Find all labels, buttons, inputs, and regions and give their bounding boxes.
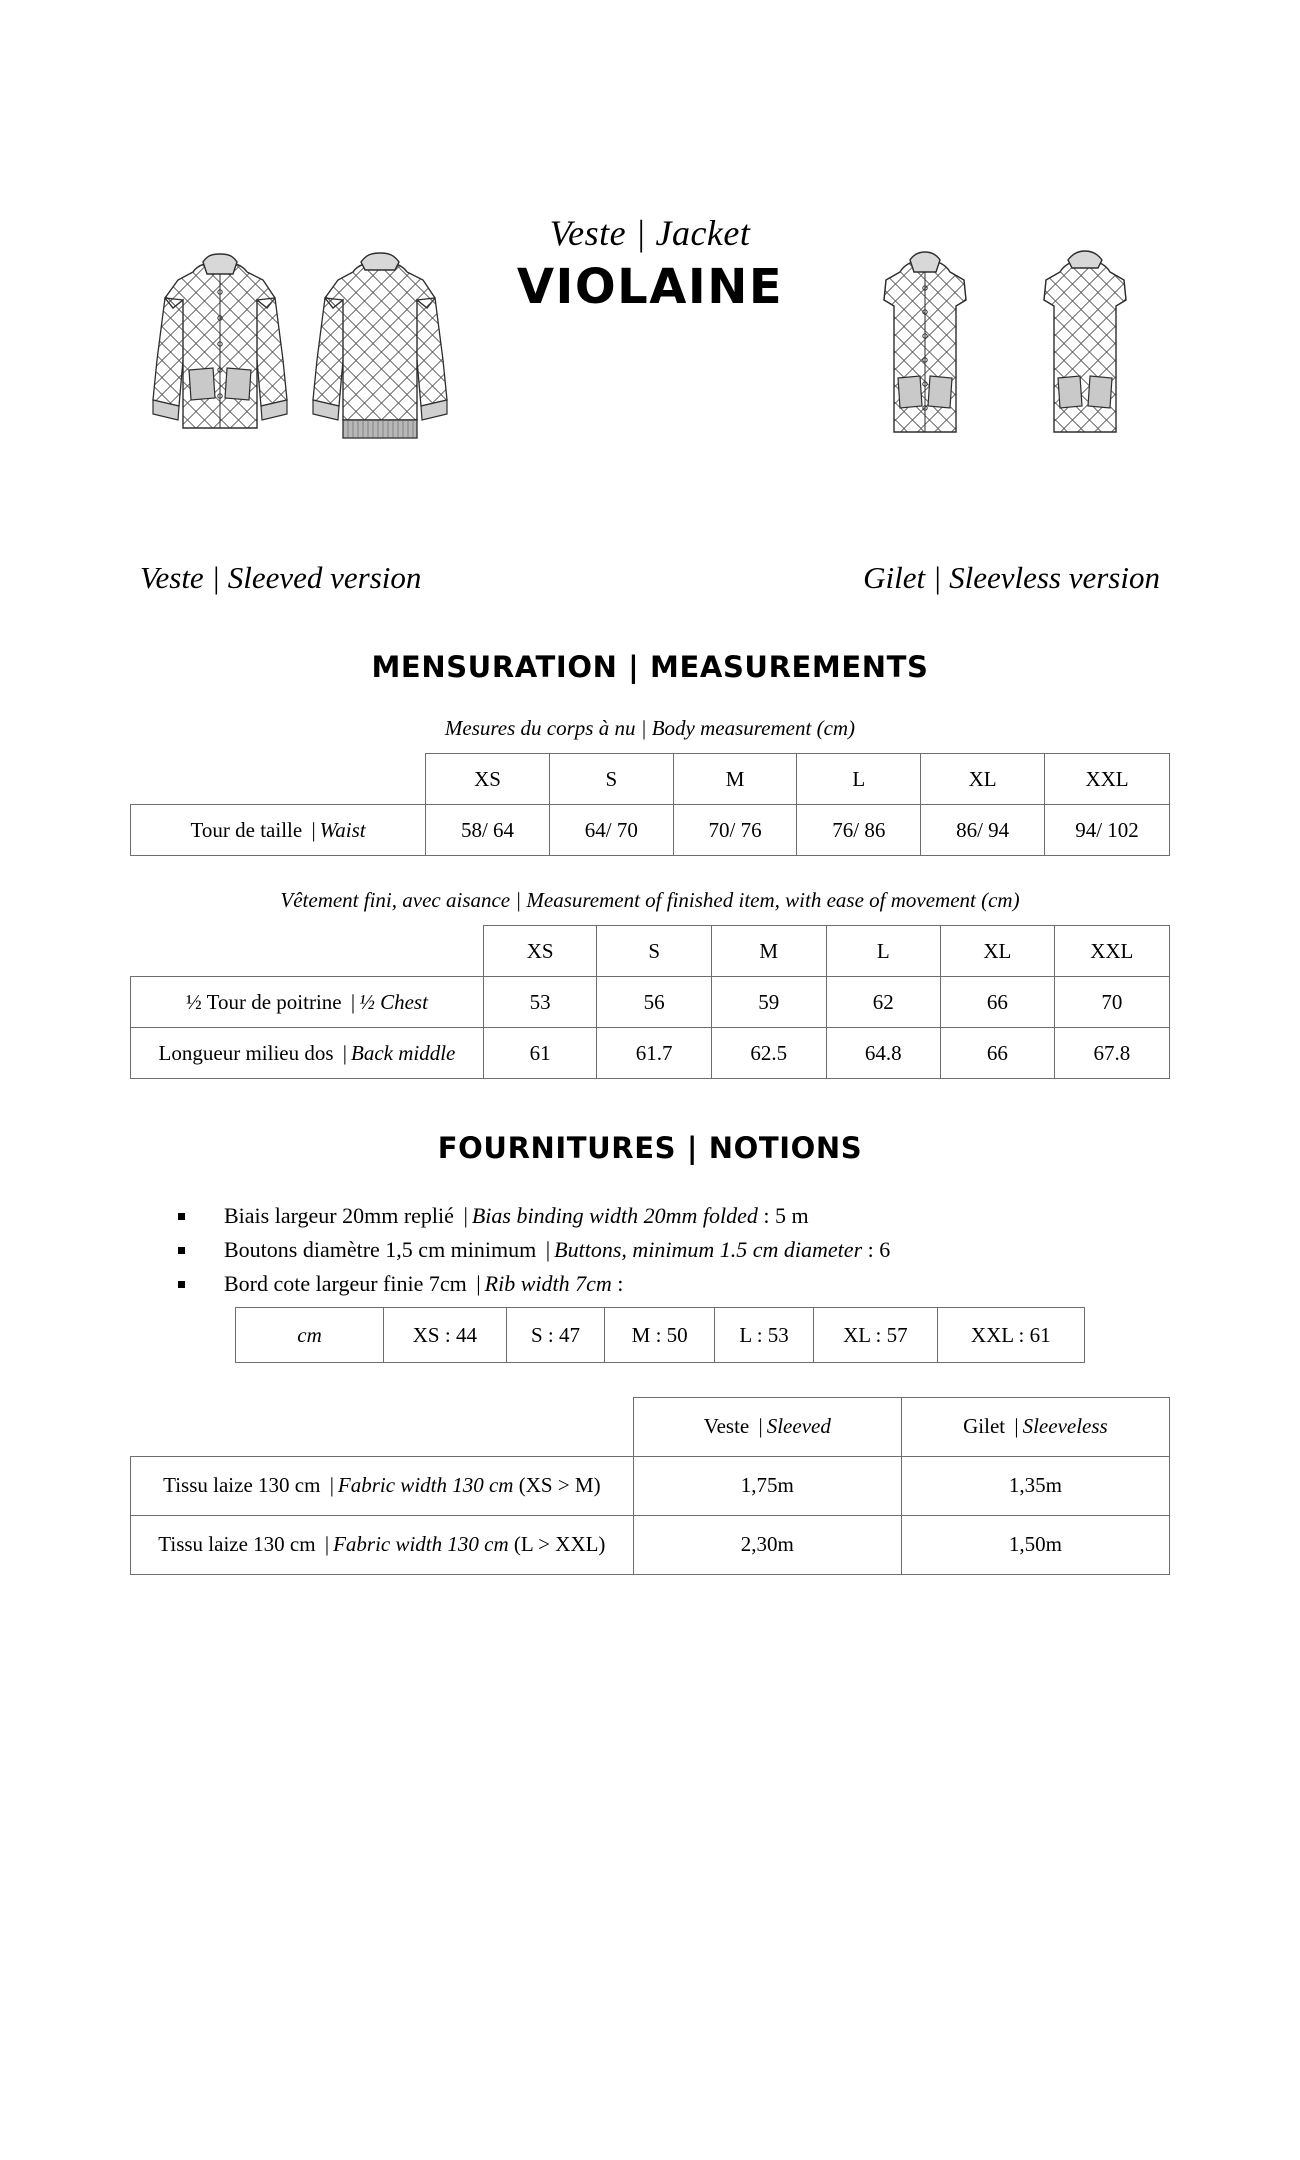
notion-qty: : 5 m [757,1203,809,1228]
size-header-xl: XL [941,926,1055,977]
version-label-sleeved: Veste | Sleeved version [140,560,422,595]
size-header-l: L [797,754,921,805]
row-label-range: (L > XXL) [508,1532,606,1556]
rib-cell-xs: XS : 44 [384,1308,507,1363]
cell-fabric-sleeved-l-xxl: 2,30m [633,1515,901,1574]
size-header-xxl: XXL [1054,926,1169,977]
label-separator: | [476,1271,481,1296]
notion-qty: : [617,1271,624,1296]
notion-en: Buttons, minimum 1.5 cm diameter [554,1237,863,1262]
fabric-col-header-sleeveless [901,1398,1169,1457]
rib-cell-m: M : 50 [605,1308,715,1363]
cell-chest-m: 59 [711,977,826,1028]
cell-back-m: 62.5 [711,1028,826,1079]
size-header-m: M [673,754,797,805]
cell-waist-xl: 86/ 94 [921,805,1045,856]
list-item [168,1199,1170,1233]
label-separator: | [758,1414,763,1439]
body-measurements-table [130,753,1170,856]
notion-fr: Biais largeur 20mm replié [224,1203,460,1228]
row-label-en: Fabric width 130 cm [333,1532,509,1556]
list-item [168,1267,1170,1301]
empty-corner-cell [131,1398,634,1457]
cell-waist-l: 76/ 86 [797,805,921,856]
notion-qty: : 6 [862,1237,891,1262]
size-header-m: M [711,926,826,977]
title-block [130,210,1170,316]
cell-fabric-sleeved-xs-m: 1,75m [633,1456,901,1515]
row-label-range: (XS > M) [513,1473,601,1497]
size-header-xl: XL [921,754,1045,805]
cell-chest-xs: 53 [483,977,596,1028]
fabric-col-header-sleeved [633,1398,901,1457]
table-row [131,1028,1170,1079]
notions-heading: FOURNITURES | NOTIONS [437,1131,863,1165]
table-row [131,977,1170,1028]
pattern-info-sheet [0,210,1300,2160]
finished-measurements-table [130,925,1170,1079]
version-label-sleeveless: Gilet | Sleevless version [863,560,1160,595]
rib-cell-xxl: XXL : 61 [937,1308,1084,1363]
row-label-en: Back middle [351,1040,456,1065]
list-item [168,1233,1170,1267]
table-header-row [131,1398,1170,1457]
table-header-row [131,926,1170,977]
hero-section [130,210,1170,540]
bullet-square-icon [178,1213,185,1220]
label-separator: | [463,1203,468,1228]
label-separator: | [324,1532,330,1556]
finished-measurement-caption: Vêtement fini, avec aisance | Measurement of finished item, with ease of movement (cm) [280,888,1020,912]
label-separator: | [311,817,316,842]
cell-waist-s: 64/ 70 [549,805,673,856]
rib-cell-xl: XL : 57 [814,1308,937,1363]
pattern-name: VIOLAINE [516,259,784,315]
cell-chest-xl: 66 [941,977,1055,1028]
table-row [131,1515,1170,1574]
cell-back-l: 64.8 [826,1028,941,1079]
cell-waist-xs: 58/ 64 [426,805,550,856]
cell-back-xl: 66 [941,1028,1055,1079]
col-header-fr: Veste [703,1414,755,1439]
col-header-en: Sleeveless [1022,1414,1108,1439]
row-label-fabric-xs-m [131,1456,634,1515]
col-header-fr: Gilet [963,1414,1011,1439]
notion-en: Rib width 7cm [484,1271,618,1296]
row-label-waist [131,805,426,856]
cell-waist-xxl: 94/ 102 [1045,805,1170,856]
notion-fr: Boutons diamètre 1,5 cm minimum [224,1237,542,1262]
cell-fabric-sleeveless-xs-m: 1,35m [901,1456,1169,1515]
empty-corner-cell [131,926,484,977]
rib-width-table [235,1307,1085,1363]
row-label-fabric-l-xxl [131,1515,634,1574]
table-row [131,805,1170,856]
rib-unit-label: cm [236,1308,384,1363]
rib-cell-l: L : 53 [715,1308,814,1363]
col-header-en: Sleeved [766,1414,831,1439]
row-label-en: Fabric width 130 cm [337,1473,514,1497]
label-separator: | [342,1040,347,1065]
pattern-subtitle: Veste | Jacket [549,213,751,253]
row-label-fr: Longueur milieu dos [158,1040,339,1065]
size-header-xxl: XXL [1045,754,1170,805]
bullet-square-icon [178,1281,185,1288]
rib-width-table-wrapper [130,1307,1170,1363]
row-label-fr: ½ Tour de poitrine [186,989,347,1014]
label-separator: | [1014,1414,1019,1439]
label-separator: | [350,989,356,1014]
cell-back-xs: 61 [483,1028,596,1079]
notions-list [130,1199,1170,1301]
cell-waist-m: 70/ 76 [673,805,797,856]
rib-cell-s: S : 47 [506,1308,605,1363]
row-label-fr: Tissu laize 130 cm [158,1532,321,1556]
bullet-square-icon [178,1247,185,1254]
version-labels [130,558,1170,598]
table-header-row [131,754,1170,805]
cell-back-s: 61.7 [597,1028,712,1079]
row-label-fr: Tissu laize 130 cm [163,1473,326,1497]
size-header-xs: XS [483,926,596,977]
cell-chest-s: 56 [597,977,712,1028]
notion-fr: Bord cote largeur finie 7cm [224,1271,473,1296]
label-separator: | [545,1237,551,1262]
cell-chest-xxl: 70 [1054,977,1169,1028]
empty-corner-cell [131,754,426,805]
size-header-l: L [826,926,941,977]
size-header-s: S [597,926,712,977]
cell-chest-l: 62 [826,977,941,1028]
fabric-width-table [130,1397,1170,1575]
body-measurement-caption: Mesures du corps à nu | Body measurement (cm) [444,716,856,740]
row-label-half-chest [131,977,484,1028]
size-header-xs: XS [426,754,550,805]
row-label-back-middle [131,1028,484,1079]
table-row [236,1308,1085,1363]
row-label-fr: Tour de taille [190,817,308,842]
cell-fabric-sleeveless-l-xxl: 1,50m [901,1515,1169,1574]
label-separator: | [329,1473,334,1497]
row-label-en: ½ Chest [359,989,428,1014]
table-row [131,1456,1170,1515]
fabric-table-wrapper [130,1397,1170,1575]
measurements-heading: MENSURATION | MEASUREMENTS [371,650,929,684]
row-label-en: Waist [319,817,366,842]
cell-back-xxl: 67.8 [1054,1028,1169,1079]
size-header-s: S [549,754,673,805]
notion-en: Bias binding width 20mm folded [471,1203,758,1228]
